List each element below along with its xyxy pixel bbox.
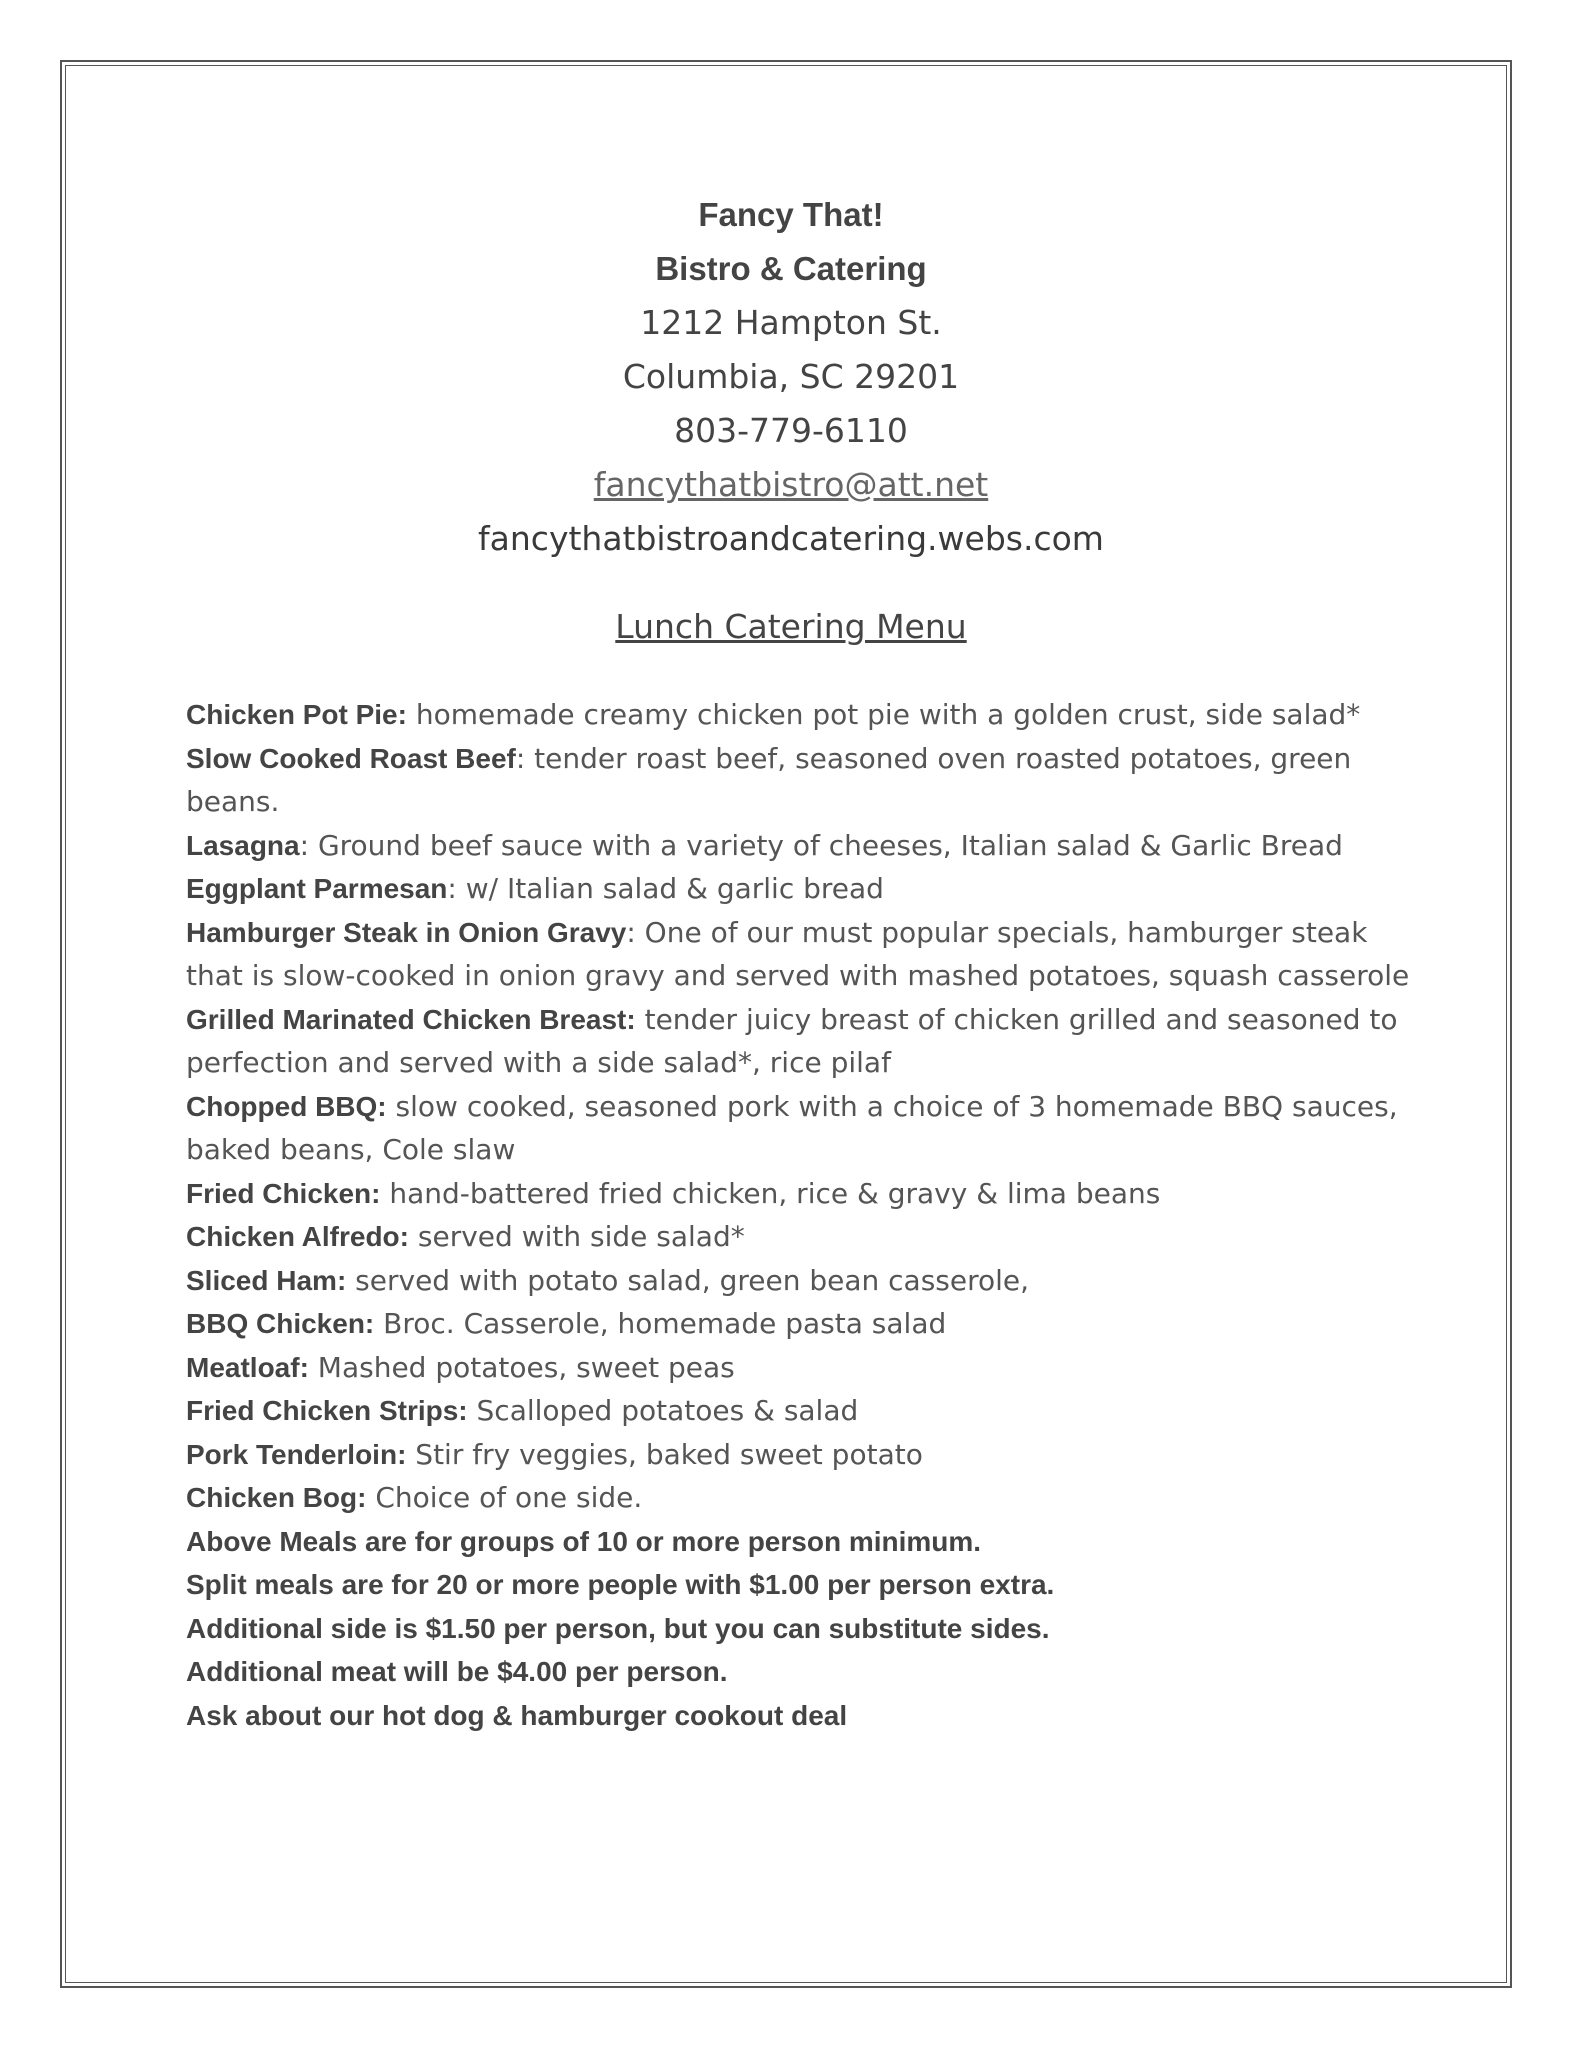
menu-item-name: Hamburger Steak in Onion Gravy — [186, 916, 627, 948]
menu-item — [186, 1259, 1416, 1303]
policy-note: Additional meat will be $4.00 per person. — [186, 1656, 728, 1687]
menu-item-name: Eggplant Parmesan — [186, 873, 448, 904]
menu-item-desc: Broc. Casserole, homemade pasta salad — [374, 1307, 947, 1340]
policy-note: Split meals are for 20 or more people with $1.00 per person extra. — [186, 1569, 1055, 1600]
menu-item — [186, 824, 1416, 868]
menu-item-name: BBQ Chicken: — [186, 1308, 375, 1339]
menu-item-desc: : tender roast beef, seasoned oven roasted potatoes, green beans. — [186, 741, 1352, 818]
menu-item — [186, 1389, 1416, 1433]
menu-item-name: Meatloaf: — [186, 1351, 309, 1383]
menu-item-desc: hand-battered fried chicken, rice & gravy & lima beans — [380, 1176, 1161, 1210]
menu-item-desc: Stir fry veggies, baked sweet potato — [406, 1437, 923, 1471]
menu-item-name: Chicken Pot Pie: — [186, 699, 407, 730]
menu-item — [186, 1172, 1416, 1216]
menu-item-desc: : w/ Italian salad & garlic bread — [447, 872, 884, 905]
menu-item-name: Chicken Bog: — [186, 1482, 367, 1513]
business-name: Fancy That! — [698, 196, 884, 233]
menu-item-name: Grilled Marinated Chicken Breast: — [186, 1003, 636, 1035]
menu-item — [186, 1476, 1416, 1520]
policy-note: Ask about our hot dog & hamburger cookout deal — [186, 1699, 848, 1731]
menu-item-name: Fried Chicken: — [186, 1177, 381, 1209]
menu-item-name: Lasagna — [186, 829, 300, 861]
menu-item-desc: tender juicy breast of chicken grilled and seasoned to perfection and served with a side salad*, rice pilaf — [186, 1002, 1398, 1079]
policy-note: Above Meals are for groups of 10 or more person minimum. — [186, 1525, 982, 1557]
policy-note: Additional side is $1.50 per person, but you can substitute sides. — [186, 1612, 1050, 1644]
menu-item-desc: Choice of one side. — [366, 1481, 643, 1514]
menu-item — [186, 1085, 1416, 1172]
menu-item-desc: : Ground beef sauce with a variety of cheeses, Italian salad & Garlic Bread — [299, 828, 1343, 862]
menu-item-name: Pork Tenderloin: — [186, 1438, 407, 1470]
email-link[interactable]: fancythatbistro@att.net — [593, 465, 989, 504]
menu-item — [186, 1302, 1416, 1346]
menu-item-name: Slow Cooked Roast Beef — [186, 742, 516, 774]
menu-item — [186, 693, 1416, 737]
menu-item-desc: slow cooked, seasoned pork with a choice of 3 homemade BBQ sauces, baked beans, Cole slaw — [186, 1089, 1398, 1166]
menu-item — [186, 867, 1416, 911]
street-address: 1212 Hampton St. — [640, 303, 942, 342]
menu-item-desc: : One of our must popular specials, hamburger steak that is slow-cooked in onion gravy and served with mashed potatoes, squash casserole — [186, 915, 1410, 992]
menu-item — [186, 998, 1416, 1085]
menu-list — [186, 693, 1416, 1737]
menu-item-name: Chicken Alfredo: — [186, 1221, 409, 1252]
city-state-zip: Columbia, SC 29201 — [622, 357, 960, 396]
menu-item — [186, 1433, 1416, 1477]
menu-item-name: Sliced Ham: — [186, 1264, 347, 1296]
menu-item — [186, 1215, 1416, 1259]
business-subtitle: Bistro & Catering — [655, 250, 927, 287]
menu-item-desc: homemade creamy chicken pot pie with a golden crust, side salad* — [406, 698, 1361, 731]
menu-item-name: Fried Chicken Strips: — [186, 1395, 468, 1426]
menu-item — [186, 1346, 1416, 1390]
website-url: fancythatbistroandcatering.webs.com — [478, 519, 1104, 558]
menu-item-name: Chopped BBQ: — [186, 1090, 387, 1122]
menu-item — [186, 911, 1416, 998]
menu-item-desc: Scalloped potatoes & salad — [467, 1394, 859, 1427]
business-header — [0, 188, 1582, 566]
phone-number: 803-779-6110 — [674, 411, 908, 450]
menu-title: Lunch Catering Menu — [615, 607, 967, 646]
menu-item-desc: served with side salad* — [409, 1220, 745, 1253]
menu-item — [186, 737, 1416, 824]
menu-item-desc: Mashed potatoes, sweet peas — [308, 1350, 735, 1384]
menu-item-desc: served with potato salad, green bean casserole, — [346, 1263, 1030, 1297]
